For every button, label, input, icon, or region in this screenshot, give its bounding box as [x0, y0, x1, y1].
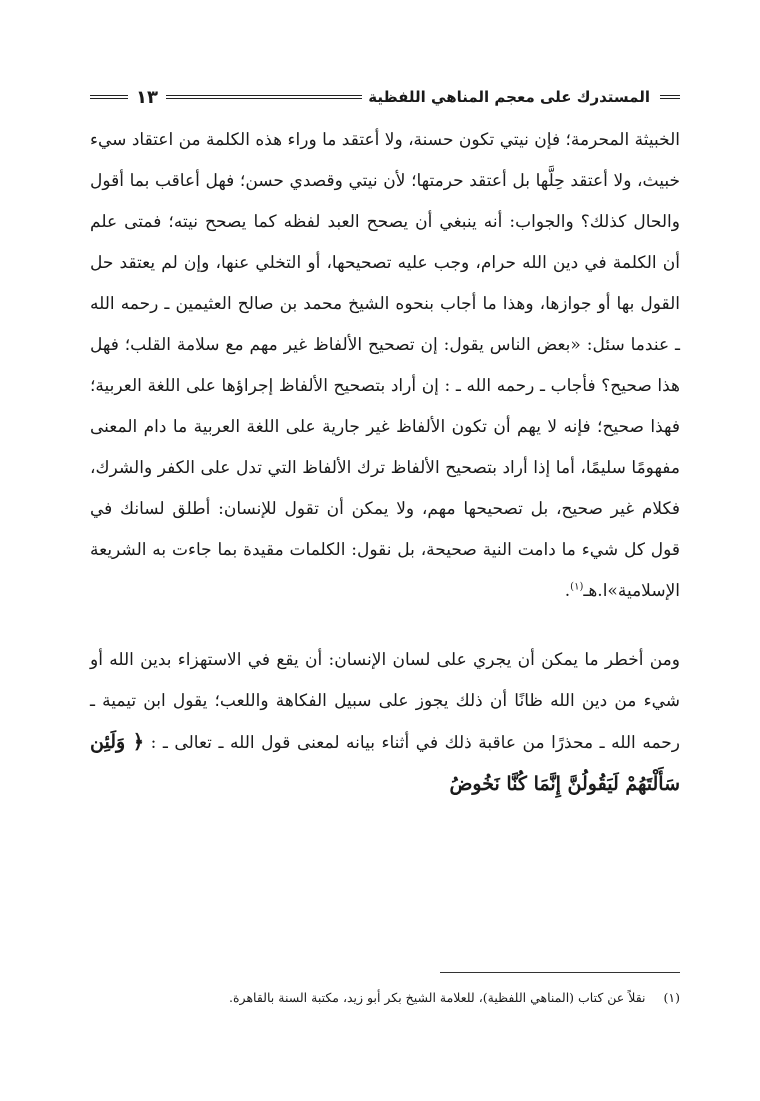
header-rule-left: [90, 95, 128, 99]
running-header: [90, 82, 680, 112]
header-title: المستدرك على معجم المناهي اللفظية: [368, 88, 650, 106]
footnote-text: نقلاً عن كتاب (المناهي اللفظية)، للعلامة الشيخ بكر أبو زيد، مكتبة السنة بالقاهرة.: [229, 990, 646, 1005]
paragraph-text: ومن أخطر ما يمكن أن يجري على لسان الإنسان: أن يقع في الاستهزاء بدين الله أو شيء من دين الله ظانًا أن ذلك يجوز على سبيل الفكاهة واللعب؛ يقول ابن تيمية ـ رحمه الله ـ محذرًا من عاقبة ذلك في أثناء بيانه لمعنى قول الله ـ تعالى ـ :: [90, 650, 680, 753]
footnote-reference[interactable]: (١): [570, 581, 584, 593]
page-number: ١٣: [136, 86, 158, 108]
paragraph: [90, 640, 680, 806]
header-rule-right: [660, 95, 680, 99]
footnote-number: (١): [663, 990, 680, 1005]
paragraph: [90, 120, 680, 612]
footnote-divider: [440, 972, 680, 973]
header-rule-middle: [166, 95, 362, 99]
paragraph-text: الخبيثة المحرمة؛ فإن نيتي تكون حسنة، ولا أعتقد ما وراء هذه الكلمة من اعتقاد سيء خبيث، ولا أعتقد حِلَّها بل أعتقد حرمتها؛ لأن نيتي وقصدي حسن؛ فهل أعاقب بما أقول والحال كذلك؟ والجواب: أنه ينبغي أن يصحح العبد لفظه كما يصحح نيته؛ فمتى علم أن الكلمة في دين الله حرام، وجب عليه تصحيحها، أو التخلي عنها، وإن لم يعتقد حل القول بها أو جوازها، وهذا ما أجاب بنحوه الشيخ محمد بن صالح العثيمين ـ رحمه الله ـ عندما سئل: «بعض الناس يقول: إن تصحيح الألفاظ غير مهم مع سلامة القلب؛ فهل هذا صحيح؟ فأجاب ـ رحمه الله ـ : إن أراد بتصحيح الألفاظ إجراؤها على اللغة العربية؛ فهذا صحيح؛ فإنه لا يهم أن تكون الألفاظ غير جارية على اللغة العربية ما دام المعنى مفهومًا سليمًا، أما إذا أراد بتصحيح الألفاظ ترك الألفاظ التي تدل على الكفر والشرك، فكلام غير صحيح، بل تصحيحها مهم، ولا يمكن أن تقول للإنسان: أطلق لسانك في قول كل شيء ما دامت النية صحيحة، بل نقول: الكلمات مقيدة بما جاءت به الشريعة الإسلامية»ا.هـ: [90, 130, 680, 601]
body-text: [90, 120, 680, 806]
quran-verse: ﴿ وَلَئِن سَأَلْتَهُمْ لَيَقُولُنَّ إِنَّمَا كُنَّا نَخُوضُ: [90, 731, 680, 795]
footnote: [90, 986, 680, 1010]
paragraph-end-mark: .: [564, 581, 571, 601]
